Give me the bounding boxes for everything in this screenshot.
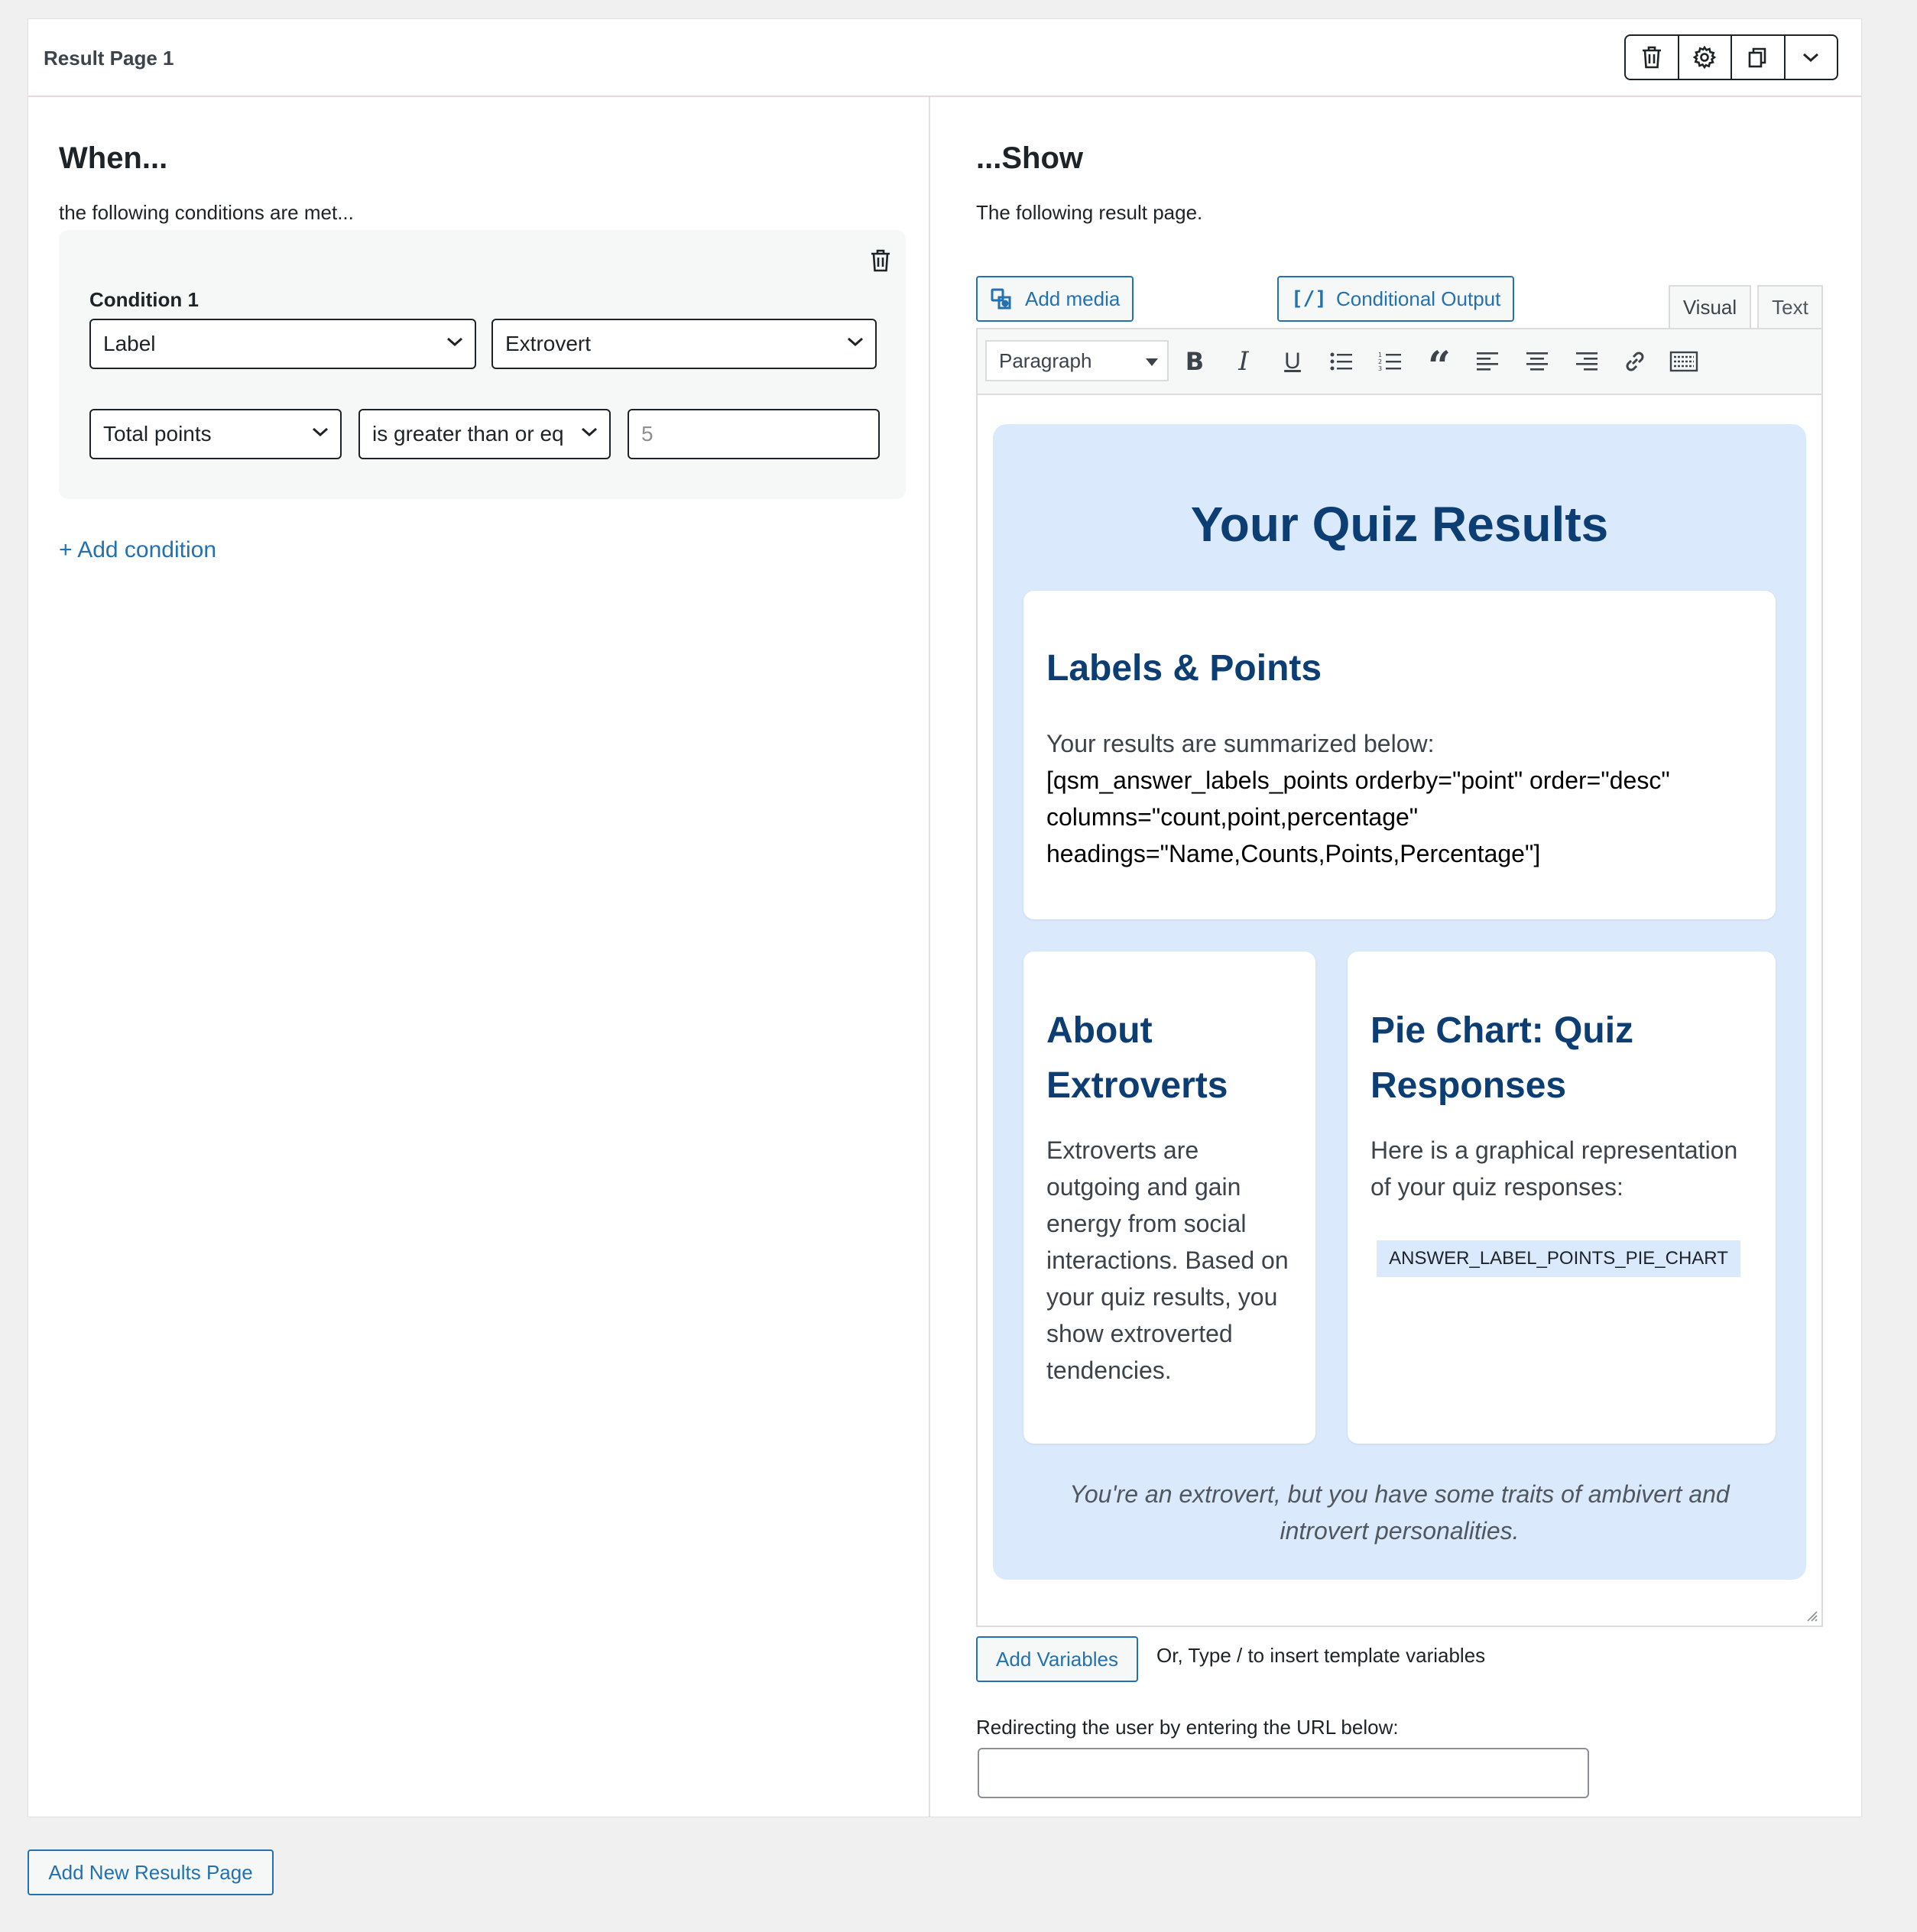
pie-heading-line-2: Responses [1370,1065,1567,1106]
result-page-header [28,19,1861,97]
redirect-url-input[interactable] [978,1748,1589,1798]
about-heading-line-1: About [1046,1010,1153,1051]
when-subtitle: the following conditions are met... [59,201,354,224]
condition-category-select[interactable] [89,319,476,369]
pie-chart-card [1348,951,1776,1444]
about-body-line: energy from social [1046,1210,1247,1237]
condition-title: Condition 1 [89,288,199,311]
condition-box [59,230,906,499]
resize-grip-icon[interactable] [1805,1609,1818,1622]
insert-link-button[interactable] [1620,346,1650,377]
quote-icon: “ [1428,343,1451,390]
pie-body-line-1: Here is a graphical representation [1370,1136,1738,1164]
align-center-button[interactable] [1522,346,1552,377]
duplicate-icon [1747,46,1769,69]
pie-chart-variable-tag: ANSWER_LABEL_POINTS_PIE_CHART [1377,1240,1740,1277]
underline-icon: U [1284,348,1301,374]
condition-operator-select[interactable] [358,409,611,459]
conditional-output-button[interactable] [1277,276,1514,322]
quiz-results-title: Your Quiz Results [1190,497,1609,552]
about-body-line: interactions. Based on [1046,1246,1289,1274]
bold-icon: B [1185,347,1205,376]
add-condition-link[interactable]: + Add condition [59,537,217,562]
keyboard-icon [1669,350,1698,373]
delete-condition-button[interactable] [869,248,892,277]
condition-category-value: Label [103,332,156,355]
about-body-line: show extroverted [1046,1320,1233,1347]
template-variables-hint: Or, Type / to insert template variables [1156,1644,1486,1667]
closing-line-1: You're an extrovert, but you have some traits of ambivert and [1069,1480,1730,1508]
rich-text-editor [976,328,1823,1627]
add-media-label: Add media [1025,287,1121,310]
about-heading-line-2: Extroverts [1046,1065,1228,1106]
shortcode-line-3: headings="Name,Counts,Points,Percentage"] [1046,840,1541,867]
pie-heading-line-1: Pie Chart: Quiz [1370,1010,1634,1051]
editor-toolbar [978,329,1821,395]
pie-body-line-2: of your quiz responses: [1370,1173,1623,1201]
redirect-url-label: Redirecting the user by entering the URL below: [976,1716,1399,1739]
about-body-line: tendencies. [1046,1357,1172,1384]
trash-icon [869,248,892,273]
column-divider [929,97,930,1817]
svg-text:2: 2 [1378,358,1383,365]
tab-text[interactable]: Text [1757,285,1823,328]
bulleted-list-button[interactable] [1326,346,1357,377]
add-variables-button[interactable]: Add Variables [976,1636,1138,1682]
bold-button[interactable] [1179,346,1210,377]
bulleted-list-icon [1329,351,1354,372]
blockquote-button[interactable] [1424,343,1455,390]
chevron-down-icon [846,336,864,348]
closing-message [1023,1476,1776,1549]
result-page-title: Result Page 1 [44,47,174,70]
svg-text:3: 3 [1378,365,1383,372]
chevron-down-icon [446,336,464,348]
result-content-area[interactable] [993,424,1806,1580]
condition-amount-placeholder: 5 [641,422,654,446]
labels-points-intro: Your results are summarized below: [1046,730,1435,757]
svg-text:1: 1 [1378,352,1383,358]
closing-line-2: introvert personalities. [1280,1517,1520,1545]
trash-icon [1640,45,1663,70]
italic-icon: I [1238,346,1249,377]
italic-button[interactable] [1228,346,1259,377]
link-icon [1622,348,1648,374]
labels-points-card [1023,591,1776,919]
about-body-line: Extroverts are [1046,1136,1199,1164]
caret-down-icon [1146,358,1158,366]
collapse-page-button[interactable] [1784,36,1838,79]
page-settings-button[interactable] [1678,36,1731,79]
chevron-down-icon [580,426,598,438]
delete-page-button[interactable] [1626,36,1678,79]
chevron-down-icon [311,426,329,438]
show-subtitle: The following result page. [976,201,1203,224]
gear-icon [1692,45,1717,70]
condition-operator-value: is greater than or eq [372,422,564,446]
condition-label-select[interactable] [491,319,877,369]
result-page-panel [28,18,1862,1817]
condition-metric-value: Total points [103,422,212,446]
add-media-button[interactable] [976,276,1134,322]
underline-button[interactable] [1277,346,1308,377]
add-new-results-page-button[interactable]: Add New Results Page [28,1849,274,1895]
show-heading: ...Show [976,141,1083,175]
condition-metric-select[interactable] [89,409,342,459]
align-center-icon [1526,351,1549,372]
shortcode-brackets-icon: [/] [1291,287,1327,310]
format-select[interactable] [985,340,1169,381]
shortcode-line-2: columns="count,point,percentage" [1046,803,1419,831]
toolbar-toggle-button[interactable] [1669,346,1699,377]
align-left-icon [1477,351,1500,372]
duplicate-page-button[interactable] [1730,36,1784,79]
numbered-list-icon [1378,351,1403,372]
result-page-toolbar [1624,34,1838,80]
tab-visual[interactable]: Visual [1669,285,1751,328]
about-extroverts-card [1023,951,1315,1444]
when-heading: When... [59,141,168,175]
about-body-line: your quiz results, you [1046,1283,1278,1311]
conditional-output-label: Conditional Output [1335,287,1501,310]
chevron-down-icon [1802,51,1820,63]
shortcode-line-1: [qsm_answer_labels_points orderby="point" order="desc" [1046,767,1670,794]
about-body-line: outgoing and gain [1046,1173,1241,1201]
align-right-button[interactable] [1571,346,1601,377]
labels-points-heading: Labels & Points [1046,648,1322,689]
align-right-icon [1575,351,1598,372]
format-select-value: Paragraph [999,349,1092,372]
numbered-list-button[interactable] [1375,346,1406,377]
add-media-icon [990,287,1016,311]
condition-label-value: Extrovert [505,332,592,355]
condition-amount-input[interactable] [628,409,880,459]
align-left-button[interactable] [1473,346,1503,377]
